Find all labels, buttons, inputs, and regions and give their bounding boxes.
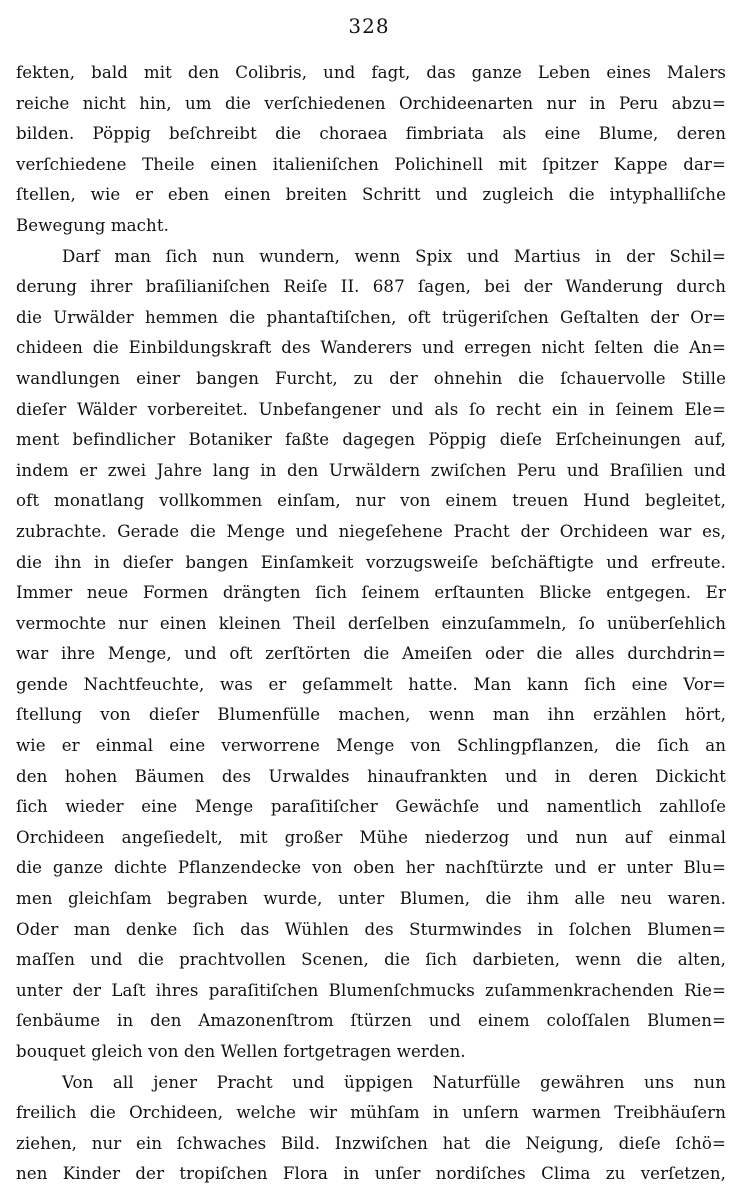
text-line: ſtellung von dieſer Blumenfülle machen, wenn man ihn erzählen hört,: [16, 705, 726, 725]
text-line: Von all jener Pracht und üppigen Naturfülle gewähren uns nun: [62, 1072, 726, 1092]
text-line: ment befindlicher Botaniker faßte dagegen Pöppig dieſe Erſcheinungen auf,: [16, 430, 726, 450]
page-number: 328: [348, 14, 390, 38]
text-line: derung ihrer braſilianiſchen Reiſe II. 687 ſagen, bei der Wanderung durch: [16, 277, 726, 297]
text-line: nen Kinder der tropiſchen Flora in unſer nordiſches Clima zu verſetzen,: [16, 1164, 726, 1184]
text-line: dieſer Wälder vorbereitet. Unbefangener und als ſo recht ein in ſeinem Ele=: [16, 399, 726, 419]
text-line: men gleichſam begraben wurde, unter Blumen, die ihm alle neu waren.: [16, 889, 726, 909]
text-line: ſtellen, wie er eben einen breiten Schritt und zugleich die intyphalliſche: [16, 185, 726, 205]
text-line: wie er einmal eine verworrene Menge von Schlingpflanzen, die ſich an: [16, 736, 726, 756]
text-line: reiche nicht hin, um die verſchiedenen Orchideenarten nur in Peru abzu=: [16, 93, 726, 113]
text-line: bilden. Pöppig beſchreibt die choraea fimbriata als eine Blume, deren: [16, 124, 726, 144]
text-line: Orchideen angeſiedelt, mit großer Mühe niederzog und nun auf einmal: [16, 827, 726, 847]
text-line: oft monatlang vollkommen einſam, nur von einem treuen Hund begleitet,: [16, 491, 726, 511]
text-line: fekten, bald mit den Colibris, und fagt, das ganze Leben eines Malers: [16, 63, 726, 82]
text-line: chideen die Einbildungskraft des Wanderers und erregen nicht ſelten die An=: [16, 338, 726, 358]
body-text: [16, 58, 726, 1190]
text-line: die Urwälder hemmen die phantaſtiſchen, oft trügeriſchen Geſtalten der Or=: [16, 307, 726, 327]
text-line: ſich wieder eine Menge paraſitiſcher Gewächſe und namentlich zahlloſe: [16, 797, 726, 817]
text-line: Bewegung macht.: [16, 215, 169, 235]
text-line: zubrachte. Gerade die Menge und niegeſehene Pracht der Orchideen war es,: [16, 521, 726, 541]
text-line: wandlungen einer bangen Furcht, zu der ohnehin die ſchauervolle Stille: [16, 368, 726, 388]
text-line: maſſen und die prachtvollen Scenen, die ſich darbieten, wenn die alten,: [16, 950, 726, 970]
text-line: Oder man denke ſich das Wühlen des Sturmwindes in ſolchen Blumen=: [16, 919, 726, 939]
text-line: ſenbäume in den Amazonenſtrom ſtürzen und einem coloſſalen Blumen=: [16, 1011, 726, 1031]
text-line: war ihre Menge, und oft zerſtörten die Ameiſen oder die alles durchdrin=: [16, 644, 726, 664]
text-line: Immer neue Formen drängten ſich ſeinem erſtaunten Blicke entgegen. Er: [16, 583, 726, 603]
text-line: verſchiedene Theile einen italieniſchen Polichinell mit ſpitzer Kappe dar=: [16, 154, 726, 174]
text-line: Darf man ſich nun wundern, wenn Spix und Martius in der Schil=: [62, 246, 726, 266]
text-line: ziehen, nur ein ſchwaches Bild. Inzwiſchen hat die Neigung, dieſe ſchö=: [16, 1133, 726, 1153]
text-line: die ihn in dieſer bangen Einſamkeit vorzugsweiſe beſchäftigte und erfreute.: [16, 552, 726, 572]
text-line: bouquet gleich von den Wellen fortgetragen werden.: [16, 1042, 466, 1061]
text-line: den hohen Bäumen des Urwaldes hinaufrankten und in deren Dickicht: [16, 766, 726, 786]
text-line: die ganze dichte Pflanzendecke von oben her nachſtürzte und er unter Blu=: [16, 858, 726, 878]
text-line: freilich die Orchideen, welche wir mühſam in unſern warmen Treibhäuſern: [16, 1103, 726, 1123]
text-line: unter der Laſt ihres paraſitiſchen Blumenſchmucks zuſammenkrachenden Rie=: [16, 980, 726, 1000]
text-line: gende Nachtfeuchte, was er geſammelt hatte. Man kann ſich eine Vor=: [16, 674, 726, 694]
text-line: vermochte nur einen kleinen Theil derſelben einzuſammeln, ſo unüberſehlich: [16, 613, 726, 633]
text-line: indem er zwei Jahre lang in den Urwäldern zwiſchen Peru und Braſilien und: [16, 460, 726, 480]
